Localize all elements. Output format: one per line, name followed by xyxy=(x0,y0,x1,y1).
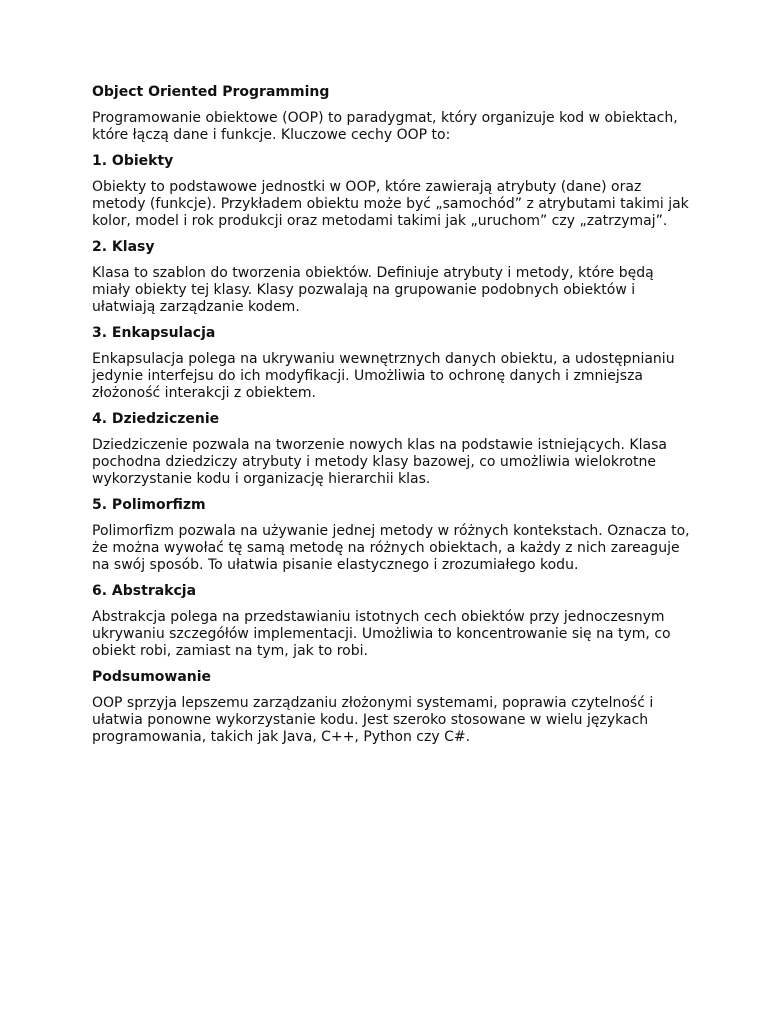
section-heading: 2. Klasy xyxy=(92,239,155,255)
document-page xyxy=(92,84,692,755)
section-polymorphism xyxy=(92,497,692,574)
section-body: Polimorfizm pozwala na używanie jednej metody w różnych kontekstach. Oznacza to, że można wywołać tę samą metodę na różnych obiektach, a każdy z nich zareaguje na swój sposób. To ułatwia pisanie elastycznego i zrozumiałego kodu. xyxy=(92,523,690,573)
section-heading: 1. Obiekty xyxy=(92,153,174,169)
section-body: Obiekty to podstawowe jednostki w OOP, które zawierają atrybuty (dane) oraz metody (funkcje). Przykładem obiektu może być „samochód” z atrybutami takimi jak kolor, model i rok produkcji oraz metodami takimi jak „uruchom” czy „zatrzymaj”. xyxy=(92,179,689,229)
section-abstraction xyxy=(92,583,692,660)
section-heading: 6. Abstrakcja xyxy=(92,583,197,599)
section-heading: 3. Enkapsulacja xyxy=(92,325,216,341)
section-body: Dziedziczenie pozwala na tworzenie nowych klas na podstawie istniejących. Klasa pochodna dziedziczy atrybuty i metody klasy bazowej, co umożliwia wielokrotne wykorzystanie kodu i organizację hierarchii klas. xyxy=(92,437,667,487)
section-body: OOP sprzyja lepszemu zarządzaniu złożonymi systemami, poprawia czytelność i ułatwia ponowne wykorzystanie kodu. Jest szeroko stosowane w wielu językach programowania, takich jak Java, C++, Python czy C#. xyxy=(92,695,654,745)
section-summary xyxy=(92,669,692,746)
section-classes xyxy=(92,239,692,316)
section-body: Abstrakcja polega na przedstawianiu istotnych cech obiektów przy jednoczesnym ukrywaniu szczegółów implementacji. Umożliwia to koncentrowanie się na tym, co obiekt robi, zamiast na tym, jak to robi. xyxy=(92,609,671,659)
section-heading: Podsumowanie xyxy=(92,669,212,685)
section-body: Klasa to szablon do tworzenia obiektów. Definiuje atrybuty i metody, które będą miały obiekty tej klasy. Klasy pozwalają na grupowanie podobnych obiektów i ułatwiają zarządzanie kodem. xyxy=(92,265,654,315)
intro-paragraph: Programowanie obiektowe (OOP) to paradygmat, który organizuje kod w obiektach, które łączą dane i funkcje. Kluczowe cechy OOP to: xyxy=(92,110,678,143)
section-objects xyxy=(92,153,692,230)
section-encapsulation xyxy=(92,325,692,402)
section-heading: 5. Polimorfizm xyxy=(92,497,206,513)
document-title: Object Oriented Programming xyxy=(92,84,330,100)
section-inheritance xyxy=(92,411,692,488)
section-body: Enkapsulacja polega na ukrywaniu wewnętrznych danych obiektu, a udostępnianiu jedynie interfejsu do ich modyfikacji. Umożliwia to ochronę danych i zmniejsza złożoność interakcji z obiektem. xyxy=(92,351,675,401)
section-heading: 4. Dziedziczenie xyxy=(92,411,220,427)
